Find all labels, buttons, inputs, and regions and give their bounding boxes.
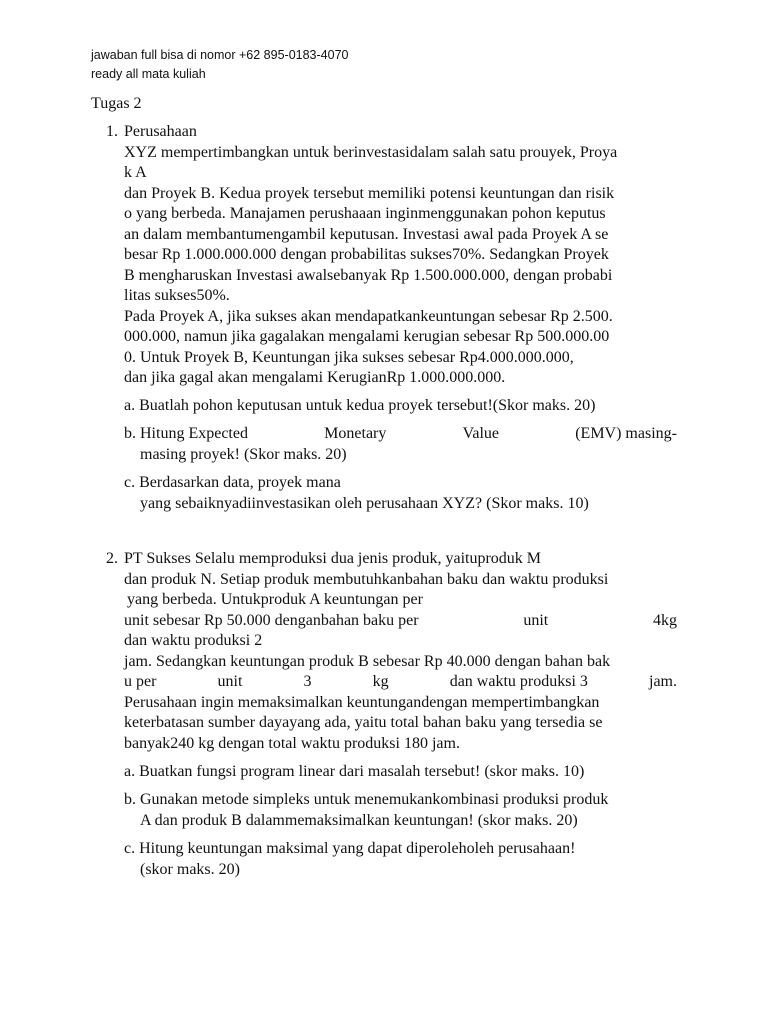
q2-line4-segment: unit sebesar Rp 50.000 denganbahan baku per (124, 611, 419, 629)
q1-part-b-word: Monetary (324, 425, 387, 442)
q1-line: an dalam membantumengambil keputusan. Investasi awal pada Proyek A se (124, 225, 609, 243)
q2-line: dan produk N. Setiap produk membutuhkanbahan baku dan waktu produksi (124, 570, 609, 588)
q1-part-c-line1: c. Berdasarkan data, proyek mana (124, 474, 341, 491)
q2-line: PT Sukses Selalu memproduksi dua jenis produk, yaituproduk M (124, 550, 542, 567)
q1-line: besar Rp 1.000.000.000 dengan probabilitas sukses70%. Sedangkan Proyek (124, 246, 609, 263)
q1-part-b-line1 (124, 424, 677, 445)
q1-line: litas sukses50%. (124, 287, 230, 304)
q1-line: 000.000, namun jika gagalakan mengalami kerugian sebesar Rp 500.000.00 (124, 328, 610, 345)
q1-line: o yang berbeda. Manajamen perushaaan inginmenggunakan pohon keputus (124, 205, 606, 222)
q2-line: yang berbeda. Untukproduk A keuntungan per (127, 591, 423, 608)
q2-line7-segment: jam. (649, 673, 677, 690)
q2-line7-segment: u per (124, 673, 157, 690)
q2-line-justified (124, 611, 677, 632)
header-subtitle-line: ready all mata kuliah (91, 67, 206, 81)
q2-part-b-line2: A dan produk B dalammemaksimalkan keuntungan! (skor maks. 20) (140, 811, 578, 829)
q2-part-b-line1: b. Gunakan metode simpleks untuk menemukankombinasi produksi produk (124, 791, 609, 808)
q2-line4-segment: 4kg (652, 611, 677, 629)
question-1-part-b (124, 424, 677, 465)
q2-line: keterbatasan sumber dayayang ada, yaitu total bahan baku yang tersedia se (124, 714, 603, 731)
question-2-part-c (124, 839, 677, 880)
q2-line7-segment: dan waktu produksi 3 (449, 673, 588, 690)
header-contact-line: jawaban full bisa di nomor +62 895-0183-4070 (91, 48, 349, 62)
q1-part-b-line2: masing proyek! (Skor maks. 20) (140, 445, 347, 463)
question-1-part-c (124, 473, 677, 514)
q2-line: jam. Sedangkan keuntungan produk B sebesar Rp 40.000 dengan bahan bak (124, 652, 611, 670)
q1-part-b-word: b. Hitung Expected (124, 425, 248, 442)
question-1-body (124, 122, 677, 389)
question-1-part-a (124, 396, 677, 417)
q2-line4-segment: unit (523, 611, 549, 629)
q1-part-c-line2: yang sebaiknyadiinvestasikan oleh perusahaan XYZ? (Skor maks. 10) (140, 494, 589, 512)
q2-line-justified (124, 672, 677, 693)
q2-part-c-line1: c. Hitung keuntungan maksimal yang dapat diperoleholeh perusahaan! (124, 840, 576, 857)
q2-part-a-text: a. Buatkan fungsi program linear dari masalah tersebut! (skor maks. 10) (124, 763, 585, 780)
question-2-part-b (124, 790, 677, 831)
question-2-part-a (124, 762, 677, 783)
question-2-body (124, 549, 677, 754)
q1-line: k A (124, 164, 147, 181)
question-1-number: 1. (106, 123, 118, 140)
q2-line7-segment: kg (372, 673, 389, 690)
q1-line: B mengharuskan Investasi awalsebanyak Rp 1.500.000.000, dengan probabi (124, 266, 613, 284)
q1-part-b-word: Value (462, 425, 500, 442)
q2-line7-segment: unit (217, 673, 243, 690)
q1-part-b-word: (EMV) masing- (575, 425, 677, 442)
assignment-title: Tugas 2 (91, 95, 142, 112)
q1-line: Perusahaan (124, 123, 197, 140)
q2-line: banyak240 kg dengan total waktu produksi 180 jam. (124, 734, 460, 752)
q1-line: Pada Proyek A, jika sukses akan mendapatkankeuntungan sebesar Rp 2.500. (124, 307, 613, 325)
q1-line: dan Proyek B. Kedua proyek tersebut memiliki potensi keuntungan dan risik (124, 184, 615, 202)
q2-line: Perusahaan ingin memaksimalkan keuntungandengan mempertimbangkan (124, 693, 600, 711)
question-2-number: 2. (106, 550, 118, 567)
q2-line: dan waktu produksi 2 (124, 632, 263, 649)
q1-line: XYZ mempertimbangkan untuk berinvestasidalam salah satu prouyek, Proya (124, 143, 618, 161)
q2-part-c-line2: (skor maks. 20) (140, 860, 240, 878)
q2-line7-segment: 3 (303, 673, 312, 690)
q1-line: dan jika gagal akan mengalami KerugianRp 1.000.000.000. (124, 369, 506, 386)
q1-line: 0. Untuk Proyek B, Keuntungan jika sukses sebesar Rp4.000.000.000, (124, 348, 574, 366)
q1-part-a-text: a. Buatlah pohon keputusan untuk kedua proyek tersebut!(Skor maks. 20) (124, 397, 596, 414)
